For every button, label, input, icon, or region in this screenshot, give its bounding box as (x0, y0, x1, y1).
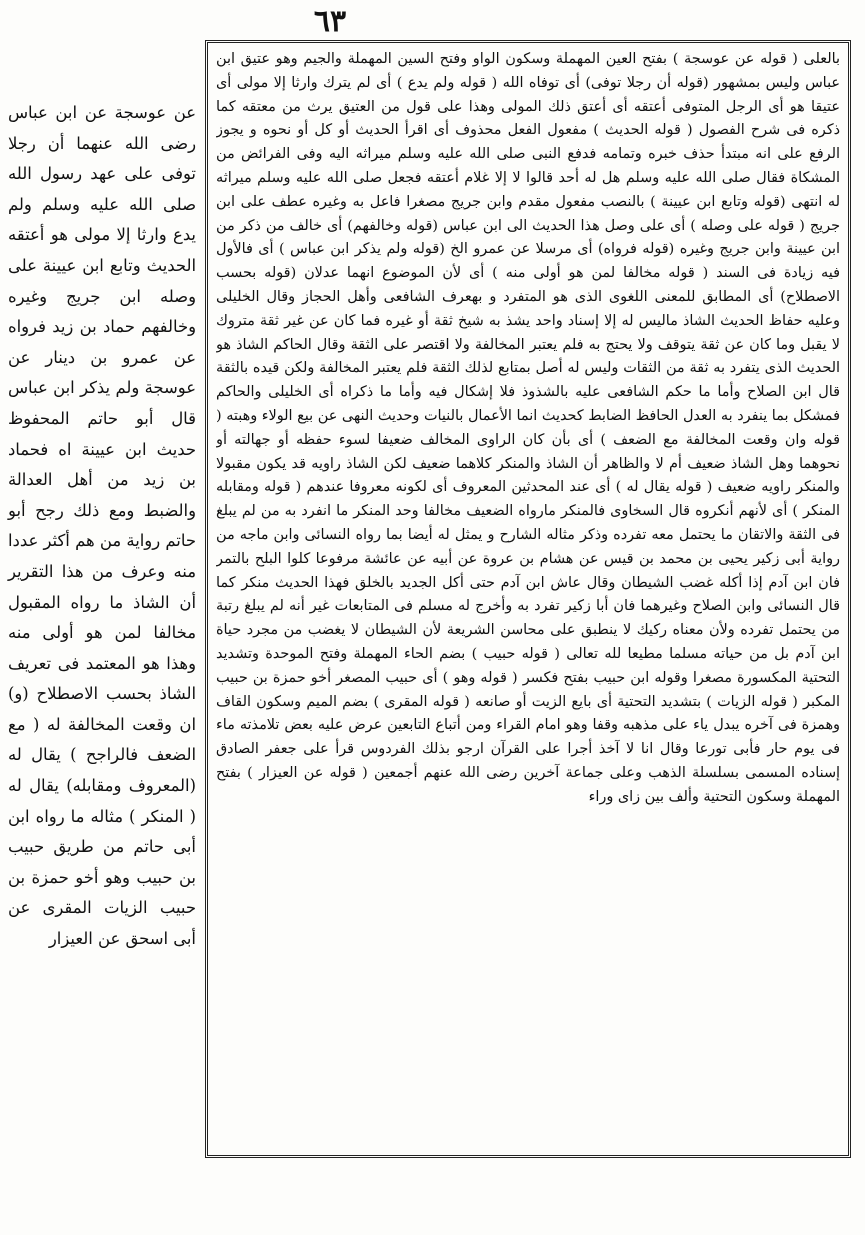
commentary-frame (205, 40, 851, 1158)
matn-column (8, 98, 196, 955)
commentary-text (216, 48, 840, 1151)
page-number: ٦٣ (313, 4, 347, 39)
matn-paragraph: عن عوسجة عن ابن عباس رضى الله عنهما أن رجلا توفى على عهد رسول الله صلى الله عليه وسلم ولم يدع وارثا إلا مولى هو أعتقه الحديث وتابع ابن عيينة على وصله ابن جريج وغيره وخالفهم حماد بن زيد فرواه عن عمرو بن دينار عن عوسجة ولم يذكر ابن عباس قال أبو حاتم المحفوظ حديث ابن عيينة اه فحماد بن زيد من أهل العدالة والضبط ومع ذلك رجح أبو حاتم رواية من هم أكثر عددا منه وعرف من هذا التقرير أن الشاذ ما رواه المقبول مخالفا لمن هو أولى منه وهذا هو المعتمد فى تعريف الشاذ بحسب الاصطلاح (و) ان وقعت المخالفة له ( مع الضعف فالراجح ) يقال له (المعروف ومقابله) يقال له ( المنكر ) مثاله ما رواه ابن أبى حاتم من طريق حبيب بن حبيب وهو أخو حمزة بن حبيب الزيات المقرى عن أبى اسحق عن العيزار (8, 103, 196, 949)
commentary-paragraph: بالعلى ( قوله عن عوسجة ) بفتح العين المهملة وسكون الواو وفتح السين المهملة والجيم وهو عتيق ابن عباس وليس بمشهور (قوله أن رجلا توفى) أى توفاه الله ( قوله ولم يدع ) أى لم يترك وارثا إلا مولى أى عتيقا هو أى الرجل المتوفى أعتقه أى أعتق ذلك المولى وهذا على قول من العتيق يرث من معتقه كما ذكره فى شرح الفصول ( قوله الحديث ) مفعول الفعل محذوف أى اقرأ الحديث أو كل أو نحوه و يجوز الرفع على انه مبتدأ حذف خبره وتمامه فدفع النبى صلى الله عليه وسلم ميراثه اليه وفى الفرائض من المشكاة فقال صلى الله عليه وسلم هل له أحد قالوا لا إلا غلام أعتقه فجعل صلى الله عليه وسلم ميراثه له انتهى (قوله وتابع ابن عيينة ) بالنصب مفعول مقدم وابن جريج مصغرا فاعل به وغيره عطف على ابن جريج ( قوله على وصله ) أى على وصل هذا الحديث الى ابن عباس (قوله وخالفهم) أى خالف من ذكر من ابن عيينة وابن جريج وغيره (قوله فرواه) أى مرسلا عن عمرو الخ (قوله ولم يذكر ابن عباس ) أى فالأول فيه زيادة فى السند ( قوله مخالفا لمن هو أولى منه ) أى لأن الموضوع انهما عدلان (قوله بحسب الاصطلاح) أى المطابق للمعنى اللغوى الذى هو المتفرد و بهعرف الشافعى وأهل الحجاز وقال الخليلى وعليه حفاظ الحديث الشاذ ماليس له إلا إسناد واحد يشذ به شيخ ثقة أو غيره فما كان عن غير ثقة متروك لا يقبل وما كان عن ثقة يتوقف ولا يحتج به فلم يعتبر المخالفة ولا اقتصر على الثقة وقال الحاكم الشاذ هو الحديث الذى يتفرد به ثقة من الثقات وليس له أصل بمتابع لذلك الثقة فلم يعتبر المخالفة ولكن قيده بالثقة قال ابن الصلاح وأما ما حكم الشافعى عليه بالشذوذ فلا إشكال فيه وأما ما ذكراه أى الخليلى والحاكم فمشكل بما ينفرد به العدل الحافظ الضابط كحديث انما الأعمال بالنيات وحديث النهى عن بيع الولاء وهبته ( قوله وان وقعت المخالفة مع الضعف ) أى بأن كان الراوى المخالف ضعيفا لسوء حفظه أو جهالته أو نحوهما وهل الشاذ ضعيف أم لا والظاهر أن الشاذ والمنكر كلاهما ضعيف لكن الشاذ راويه قد يكون مقبولا والمنكر راويه ضعيف ( قوله يقال له ) أى عند المحدثين المعروف أى لكونه معروفا عندهم ( قوله ومقابله المنكر ) أى لأنهم أنكروه قال السخاوى فالمنكر مارواه الضعيف مخالفا وحد المنكر ما انفرد به من لم يبلغ فى الثقة والاتقان ما يحتمل معه تفرده وذكر مثاله الشارح و يمثل له أيضا بما رواه النسائى وابن ماجه من رواية أبى زكير يحيى بن محمد بن قيس عن هشام بن عروة عن أبيه عن عائشة مرفوعا كلوا البلح بالتمر فان ابن آدم إذا أكله غضب الشيطان وقال عاش ابن آدم حتى أكل الجديد بالخلق فهذا الحديث منكر كما قال النسائى وابن الصلاح وغيرهما فان أبا زكير تفرد به وأخرج له مسلم فى المتابعات غير أنه لم يبلغ رتبة من يحتمل تفرده ولأن معناه ركيك لا ينطبق على محاسن الشريعة لأن الشيطان لا يغضب من مجرد حياة ابن آدم بل من حياته مسلما مطيعا لله تعالى ( قوله حبيب ) بضم الحاء المهملة وفتح الموحدة وتشديد التحتية المكسورة مصغرا وقوله ابن حبيب بفتح فكسر ( قوله وهو ) أى حبيب المصغر أخو حمزة بن حبيب المكبر ( قوله الزيات ) بتشديد التحتية أى بايع الزيت أو صانعه ( قوله المقرى ) بضم الميم وسكون القاف وهمزة فى آخره يبدل ياء على مذهبه وقفا وهو امام القراء ومن أتباع التابعين عرض عليه بعض تلامذته ماء فى يوم حار فأبى تورعا وقال انا لا آخذ أجرا على القرآن ارجو بذلك الفردوس قرأ على جعفر الصادق إسناده المسمى بسلسلة الذهب وعلى جماعة آخرين رضى الله عنهم أجمعين ( قوله عن العيزار ) بفتح المهملة وسكون التحتية وألف بين زاى وراء (216, 51, 840, 805)
